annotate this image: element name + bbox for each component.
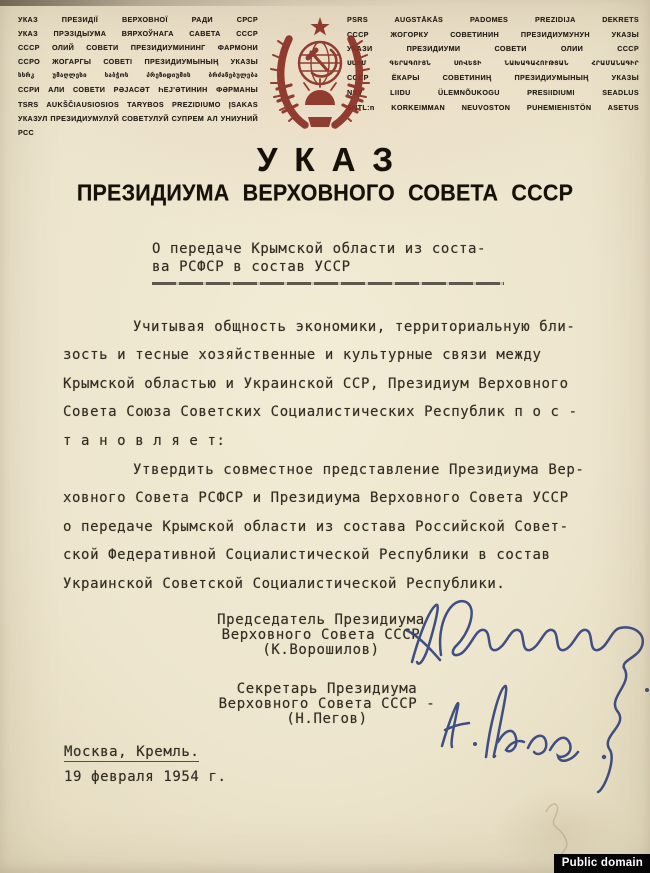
decree-title: УКАЗ [256, 141, 411, 178]
header-line-ukrainian: УКАЗ ПРЕЗИДІЇ ВЕРХОВНОЇ РАДИ СРСР [18, 15, 258, 24]
place-line: Москва, Кремль. [64, 744, 200, 760]
header-line-moldovan: УКАЗУЛ ПРЕЗИДИУМУЛУЙ СОВЕТУЛУЙ СУПРЕМ АЛ УНИУНИЙ РСС [18, 113, 258, 137]
body-line: т а н о в л я е т: [63, 432, 226, 449]
voroshilov-signature [406, 601, 649, 792]
header-right-column [347, 13, 639, 115]
scan-top-edge [0, 0, 650, 6]
secretary-title-line-2: Верховного Совета СССР - [218, 695, 436, 712]
header-line-lithuanian: TSRS AUKŠČIAUSIOSIOS TARYBOS PREZIDIUMO ĮSAKAS [18, 99, 258, 109]
body-line: Украинской Советской Социалистической Республики. [63, 575, 506, 592]
decree-body-paragraph-2 [63, 456, 599, 598]
body-line: Утвердить совместное представление Президиума Вер- [133, 462, 585, 478]
pegov-signature [442, 686, 606, 761]
subject-line-1: О передаче Крымской области из соста- [152, 241, 487, 257]
public-domain-badge: Public domain [554, 854, 650, 873]
header-line-tajik: УКАЗИ ПРЕЗИДИУМИ СОВЕТИ ОЛИИ СССР [347, 44, 639, 54]
header-line-turkmen: СССР ЁКАРЫ СОВЕТИНИҢ ПРЕЗИДИУМЫНЫҢ УКАЗЫ [347, 73, 639, 83]
body-line: ховного Совета РСФСР и Президиума Верховного Совета УССР [63, 490, 569, 507]
decree-subtitle: ПРЕЗИДИУМА ВЕРХОВНОГО СОВЕТА СССР [76, 180, 574, 206]
header-line-azerbaijani: ССРИ АЛИ СОВЕТИ РӘЈАСӘТ ҺЕЈ'ӘТИНИН ФӘРМАНЫ [18, 85, 258, 95]
body-line: о передаче Крымской области из состава Российской Совет- [63, 518, 569, 535]
header-line-belarusian: УКАЗ ПРЭЗІДЫУМА ВЯРХОЎНАГА САВЕТА СССР [18, 29, 258, 39]
signature-block-chairman [210, 613, 432, 657]
date-line: 19 февраля 1954 г. [64, 769, 227, 785]
chairman-name: (К.Ворошилов) [262, 641, 380, 658]
decree-body-paragraph-1 [63, 313, 599, 455]
header-line-kazakh: ССРО ЖОГАРГЫ СОВЕТІ ПРЕЗИДИУМЫНЫҢ УКАЗЫ [18, 57, 258, 67]
header-line-uzbek: СССР ОЛИЙ СОВЕТИ ПРЕЗИДИУМИНИНГ ФАРМОНИ [18, 43, 258, 53]
header-line-latvian: PSRS AUGSTĀKĀS PADOMES PREZIDIJA DEKRETS [347, 15, 639, 24]
body-line: Учитывая общность экономики, территориальную бли- [133, 319, 576, 335]
subject-underline [152, 282, 504, 285]
body-line: Совета Союза Советских Социалистических Республик п о с - [63, 404, 578, 421]
body-line: Крымской областью и Украинской ССР, Президиум Верховного [63, 375, 569, 392]
pencil-mark [546, 804, 567, 860]
header-line-armenian: ՍՍՌՄ ԳԵՐԱԳՈՒՅՆ ՍՈՎԵՏԻ ՆԱԽԱԳԱՀՈՒԹՅԱՆ ՀՐԱՄԱՆԱԳԻՐ [347, 60, 639, 67]
chairman-title-line-2: Верховного Совета СССР [221, 626, 421, 643]
header-line-finnish: SNTL:n KORKEIMMAN NEUVOSTON PUHEMIEHISTÖN ASETUS [347, 102, 639, 112]
ussr-emblem-icon [265, 13, 375, 131]
body-line: зость и тесные хозяйственные и культурные связи между [63, 347, 542, 364]
body-line: ской Федеративной Социалистической Республики в состав [63, 547, 551, 564]
decree-subject [152, 241, 508, 285]
header-line-estonian: NSV LIIDU ÜLEMNÕUKOGU PRESIIDIUMI SEADLUS [347, 87, 639, 97]
header-line-kyrgyz: СССР ЖОГОРКУ СОВЕТИНИН ПРЕЗИДИУМУНУН УКАЗЫ [347, 29, 639, 39]
subject-line-2: ва РСФСР в состав УССР [152, 258, 351, 275]
secretary-title-line-1: Секретарь Президиума [236, 681, 418, 697]
chairman-title-line-1: Председатель Президиума [217, 612, 425, 628]
secretary-name: (Н.Пегов) [286, 710, 368, 727]
header-line-georgian: სსრკ უმაღლესი საბჭოს პრეზიდიუმის ბრძანებულება [18, 73, 258, 80]
header-left-column [18, 13, 258, 140]
signature-block-secretary [216, 682, 438, 726]
